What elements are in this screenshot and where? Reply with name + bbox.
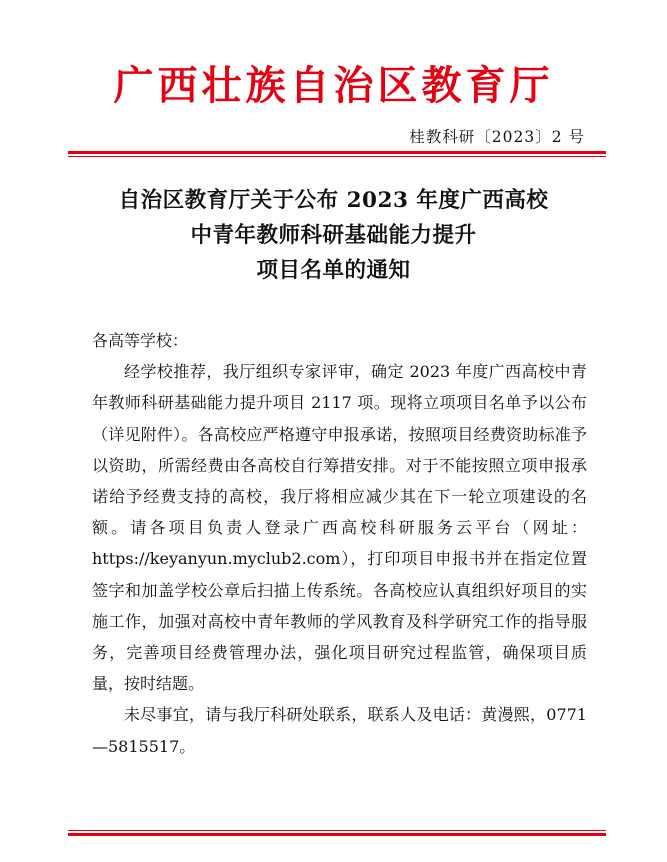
notice-title	[0, 183, 667, 288]
salutation: 各高等学校：	[92, 331, 189, 350]
notice-body	[92, 325, 587, 762]
header-divider-thin	[68, 156, 606, 157]
header-divider-thick	[68, 151, 606, 154]
notice-title-line-2: 中青年教师科研基础能力提升	[190, 223, 477, 248]
notice-title-line-3: 项目名单的通知	[256, 258, 411, 283]
document-number: 桂教科研〔2023〕2 号	[409, 128, 585, 146]
footer-divider-thin	[68, 830, 606, 831]
notice-title-line-1: 自治区教育厅关于公布 2023 年度广西高校	[118, 188, 549, 213]
organization-name: 广西壮族自治区教育厅	[113, 62, 554, 109]
footer-divider-thick	[68, 833, 606, 836]
body-paragraph-1: 经学校推荐，我厅组织专家评审，确定 2023 年度广西高校中青年教师科研基础能力提升项目 2117 项。现将立项项目名单予以公布（详见附件）。各高校应严格遵守申报承诺，按照项目经费资助标准予以资助，所需经费由各高校自行筹措安排。对于不能按照立项申报承诺给予经费支持的高校，我厅将相应减少其在下一轮立项建设的名额。请各项目负责人登录广西高校科研服务云平台（网址：https://keyanyun.myclub2.com），打印项目申报书并在指定位置签字和加盖学校公章后扫描上传系统。各高校应认真组织好项目的实施工作，加强对高校中青年教师的学风教育及科学研究工作的指导服务，完善项目经费管理办法，强化项目研究过程监管，确保项目质量，按时结题。	[92, 362, 587, 694]
body-paragraph-2: 未尽事宜，请与我厅科研处联系，联系人及电话：黄漫熙，0771—5815517。	[92, 705, 587, 756]
